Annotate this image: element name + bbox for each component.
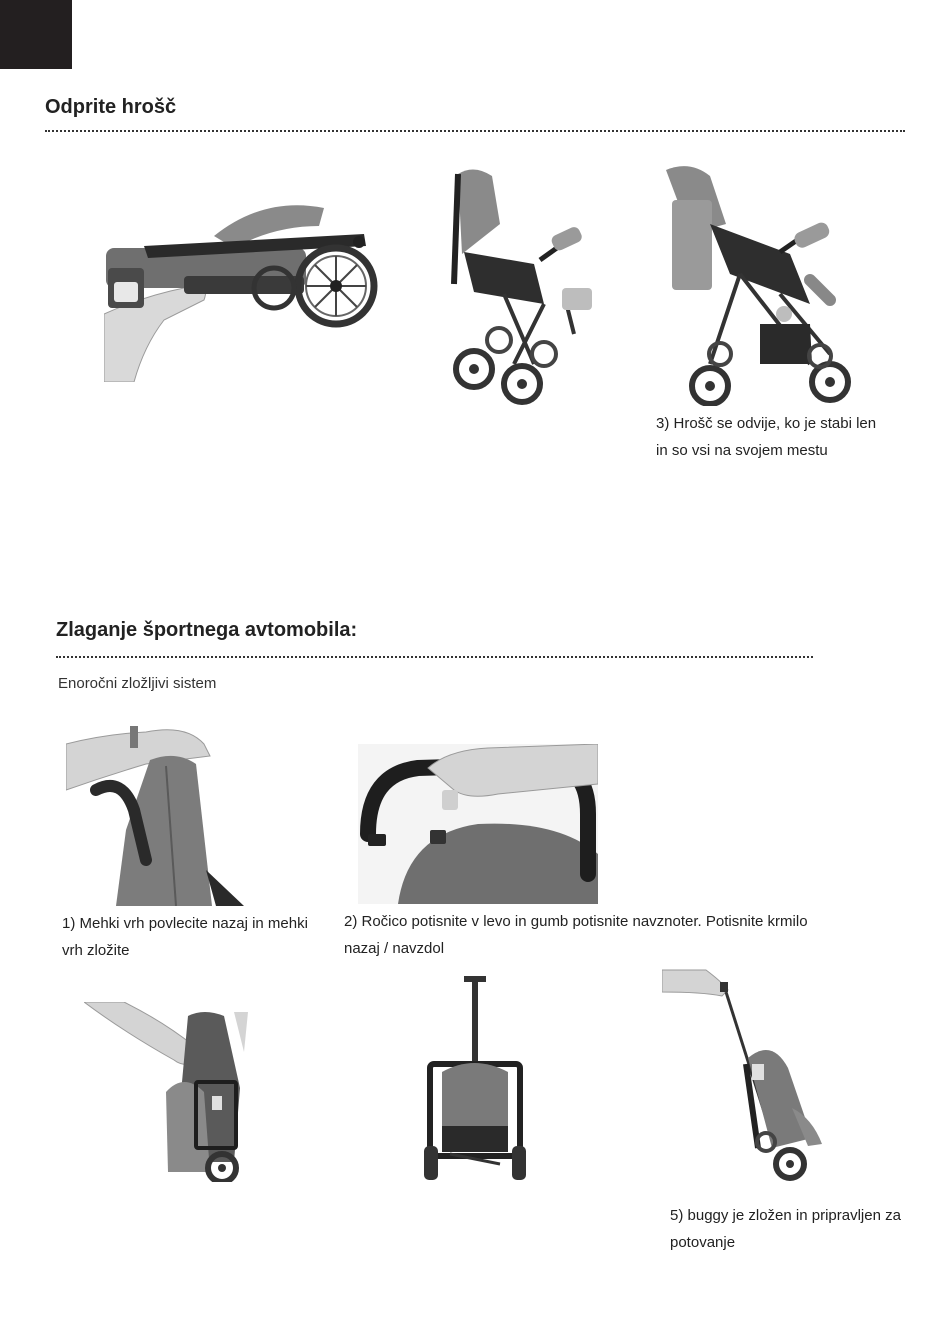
page-corner-marker — [0, 0, 72, 69]
photo-stroller-unfolding — [444, 164, 600, 406]
section-subtitle-fold: Enoročni zložljivi sistem — [58, 675, 217, 692]
section-divider-open — [45, 130, 905, 132]
photo-stroller-open — [660, 164, 854, 406]
step-3-caption: 3) Hrošč se odvije, ko je stabi len in so vsi na svojem mestu — [656, 415, 877, 459]
photo-step-3-folding — [84, 1002, 250, 1182]
photo-step-1-canopy — [66, 720, 244, 906]
photo-step-5-ready-to-travel — [662, 968, 828, 1182]
photo-step-2-handlebar — [358, 744, 598, 904]
photo-step-4-trolley-handle — [420, 976, 530, 1182]
step-1-caption: 1) Mehki vrh povlecite nazaj in mehki vrh zložite — [62, 915, 308, 959]
section-heading-open: Odprite hrošč — [45, 96, 177, 118]
step-2-caption: 2) Ročico potisnite v levo in gumb potisnite navznoter. Potisnite krmilo nazaj / navzdol — [344, 913, 808, 957]
section-heading-fold: Zlaganje športnega avtomobila: — [56, 619, 358, 641]
step-5-caption: 5) buggy je zložen in pripravljen za potovanje — [670, 1207, 901, 1251]
section-divider-fold — [56, 656, 813, 658]
photo-stroller-folded-hand — [104, 196, 384, 382]
